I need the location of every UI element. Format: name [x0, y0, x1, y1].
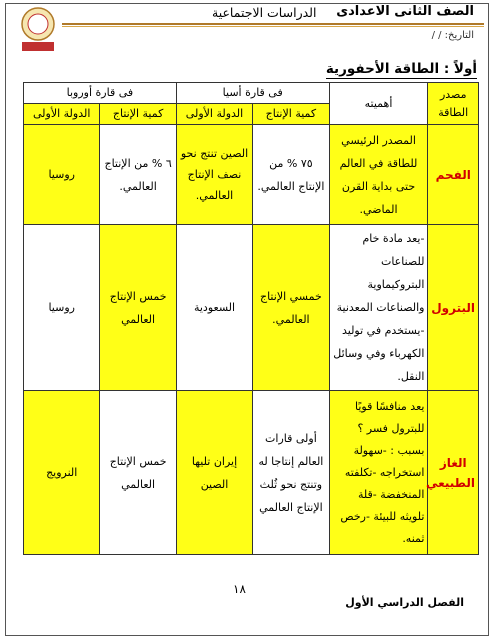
header-source: مصدر الطاقة — [428, 83, 479, 125]
row-source: البترول — [428, 225, 479, 391]
term-label: الفصل الدراسي الأول — [345, 596, 464, 609]
row-europe-qty: ٦ % من الإنتاج العالمي. — [100, 125, 176, 225]
row-importance: المصدر الرئيسي للطاقة في العالم حتى بداية القرن الماضي. — [329, 125, 428, 225]
header-asia-first: الدولة الأولى — [176, 104, 252, 125]
header-europe: فى قارة أوروبا — [24, 83, 177, 104]
header-asia: فى قارة أسيا — [176, 83, 329, 104]
grade-title: الصف الثانى الاعدادى — [336, 4, 474, 19]
subject-title: الدراسات الاجتماعية — [212, 5, 317, 20]
row-source: الفحم — [428, 125, 479, 225]
table-row — [24, 391, 479, 555]
row-asia-first: السعودية — [176, 225, 252, 391]
section-title: أولاً : الطاقة الأحفورية — [325, 61, 477, 77]
header-europe-first: الدولة الأولى — [24, 104, 100, 125]
row-europe-qty: خمس الإنتاج العالمي — [100, 391, 176, 555]
header-europe-qty: كمية الإنتاج — [100, 104, 176, 125]
table-row — [24, 225, 479, 391]
page-number: ١٨ — [233, 582, 246, 596]
school-logo — [18, 6, 58, 54]
row-asia-qty: أولى قارات العالم إنتاجا له وتنتج نحو ثُلث الإنتاج العالمي — [253, 391, 329, 555]
row-europe-first: روسيا — [24, 225, 100, 391]
row-europe-qty: خمس الإنتاج العالمي — [100, 225, 176, 391]
row-asia-qty: خمسي الإنتاج العالمي. — [253, 225, 329, 391]
row-asia-first: الصين تنتج نحو نصف الإنتاج العالمي. — [176, 125, 252, 225]
header-rule-thin — [62, 26, 484, 27]
row-source: الغاز الطبيعي — [428, 391, 479, 555]
row-europe-first: روسيا — [24, 125, 100, 225]
row-asia-first: إيران تليها الصين — [176, 391, 252, 555]
date-label: التاريخ: / / — [431, 30, 474, 41]
row-asia-qty: ٧٥ % من الإنتاج العالمي. — [253, 125, 329, 225]
row-europe-first: النرويج — [24, 391, 100, 555]
table-row — [24, 125, 479, 225]
row-importance: يعد منافسًا قويًا للبترول فسر ؟ بسبب : -سهولة استخراجه -تكلفته المنخفضة -قلة تلويثه للبيئة -رخص ثمنه. — [329, 391, 428, 555]
fossil-energy-table — [23, 82, 479, 555]
header-importance: أهميته — [329, 83, 428, 125]
row-importance: -يعد مادة خام للصناعات البتروكيماوية والصناعات المعدنية -يستخدم في توليد الكهرباء وفي وسائل النقل. — [329, 225, 428, 391]
header-rule — [62, 23, 484, 25]
header-asia-qty: كمية الإنتاج — [253, 104, 329, 125]
